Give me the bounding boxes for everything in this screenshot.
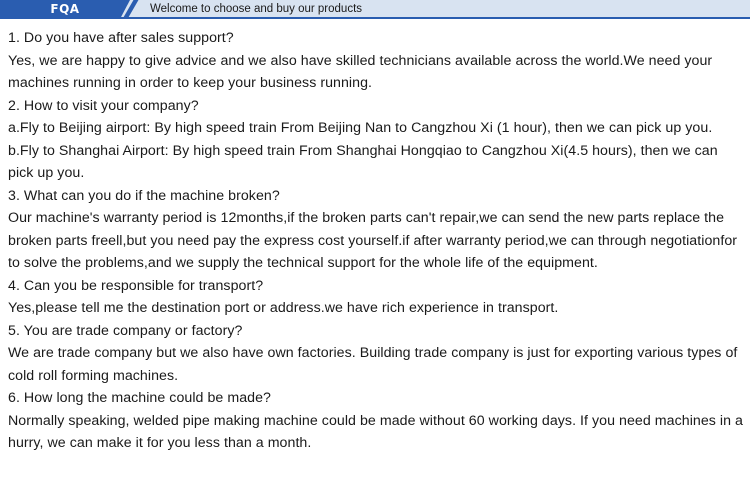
faq-question: 5. You are trade company or factory? [8,322,243,339]
faq-question: 6. How long the machine could be made? [8,390,271,406]
faq-answer: Yes, we are happy to give advice and we also have skilled technicians available across the world.We need your machines running in order to keep your business running. [8,52,713,91]
faq-answer: b.Fly to Shanghai Airport: By high speed train From Shanghai Hongqiao to Cangzhou Xi(4.5 hours), then we can pick up you. [8,142,718,181]
header-banner [0,0,750,19]
faq-question: 1. Do you have after sales support? [8,30,234,46]
faq-answer: We are trade company but we also have own factories. Building trade company is just for exporting various types of cold roll forming machines. [8,345,738,384]
faq-answer: a.Fly to Beijing airport: By high speed train From Beijing Nan to Cangzhou Xi (1 hour), then we can pick up you. [8,120,713,136]
header-subtitle: Welcome to choose and buy our products [150,3,363,15]
faq-answer: Normally speaking, welded pipe making machine could be made without 60 working days. If you need machines in a hurry, we can make it for you less than a month. [8,412,743,451]
faq-question: 3. What can you do if the machine broken? [8,187,280,204]
header-title: FQA [50,2,80,16]
faq-question: 4. Can you be responsible for transport? [8,277,264,294]
faq-list [8,27,743,455]
faq-question: 2. How to visit your company? [8,97,199,114]
faq-answer: Yes,please tell me the destination port or address.we have rich experience in transport. [8,300,559,316]
faq-answer: Our machine's warranty period is 12months,if the broken parts can't repair,we can send the new parts replace the broken parts freell,but you need pay the express cost yourself.if after warranty period,we can through negotiationfor to solve the problems,and we supply the technical support for the whole life of the equipment. [8,210,738,271]
